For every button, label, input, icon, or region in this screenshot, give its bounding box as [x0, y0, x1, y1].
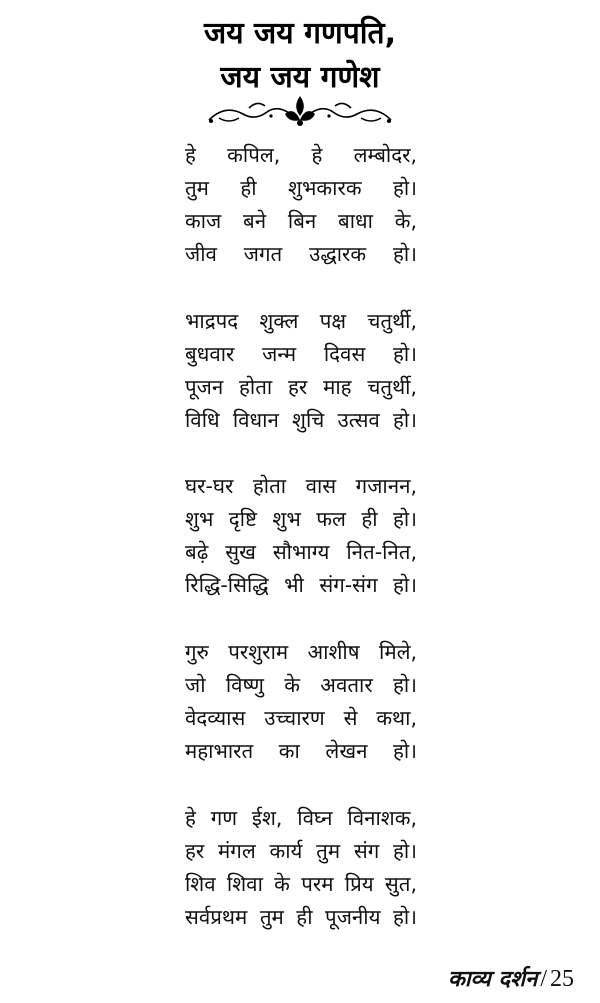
ornament-divider-icon	[205, 94, 395, 128]
stanza-1	[185, 139, 417, 271]
page-number: 25	[550, 966, 574, 992]
stanza-5	[185, 802, 417, 934]
poem-line: काज बने बिन बाधा के,	[185, 209, 417, 233]
footer-separator: /	[540, 966, 547, 992]
poem-line: गुरु परशुराम आशीष मिले,	[185, 640, 417, 664]
poem-line: पूजन होता हर माह चतुर्थी,	[185, 375, 417, 399]
poem-line: विधि विधान शुचि उत्सव हो।	[185, 408, 417, 432]
stanza-3	[185, 470, 417, 602]
poem-line: जो विष्णु के अवतार हो।	[185, 673, 417, 697]
poem-line: जीव जगत उद्धारक हो।	[185, 242, 417, 266]
page-footer	[448, 964, 574, 995]
stanza-2	[185, 305, 417, 437]
poem-line: शुभ दृष्टि शुभ फल ही हो।	[185, 507, 417, 531]
stanza-4	[185, 636, 417, 768]
poem-line: शिव शिवा के परम प्रिय सुत,	[185, 872, 417, 896]
poem-line: हे कपिल, हे लम्बोदर,	[185, 143, 417, 167]
poem-line: बुधवार जन्म दिवस हो।	[185, 342, 417, 366]
poem-line: सर्वप्रथम तुम ही पूजनीय हो।	[185, 905, 417, 929]
poem-line: रिद्धि-सिद्धि भी संग-संग हो।	[185, 573, 417, 597]
poem-title-line-1: जय जय गणपति,	[203, 16, 397, 51]
poem-line: हर मंगल कार्य तुम संग हो।	[185, 839, 417, 863]
poem-title-line-2: जय जय गणेश	[220, 60, 380, 95]
poem-line: हे गण ईश, विघ्न विनाशक,	[185, 806, 417, 830]
poem-line: महाभारत का लेखन हो।	[185, 739, 417, 763]
poem-line: भाद्रपद शुक्ल पक्ष चतुर्थी,	[185, 309, 417, 333]
poem-line: तुम ही शुभकारक हो।	[185, 176, 417, 200]
poem-line: वेदव्यास उच्चारण से कथा,	[185, 706, 417, 730]
magazine-name: काव्य दर्शन	[447, 967, 538, 992]
poem-line: घर-घर होता वास गजानन,	[185, 474, 417, 498]
poem-line: बढ़े सुख सौभाग्य नित-नित,	[185, 540, 417, 564]
